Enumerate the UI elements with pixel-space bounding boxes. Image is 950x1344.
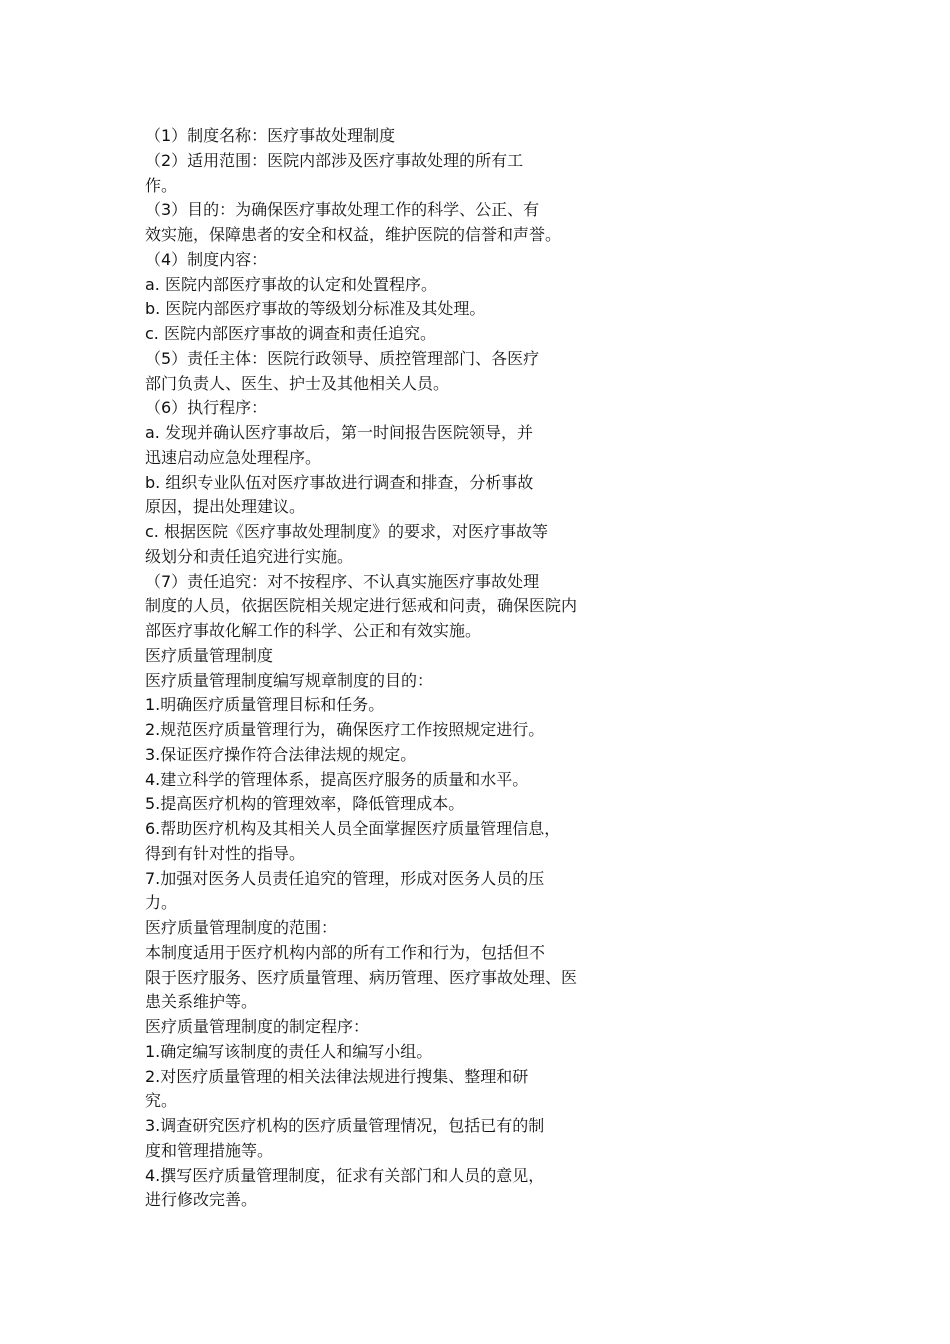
text-line: 2.对医疗质量管理的相关法律法规进行搜集、整理和研 bbox=[145, 1066, 529, 1086]
text-line: 制度的人员，依据医院相关规定进行惩戒和问责，确保医院内 bbox=[145, 596, 578, 616]
text-line: 原因，提出处理建议。 bbox=[145, 497, 306, 517]
text-line: 作。 bbox=[145, 175, 178, 195]
text-line: 力。 bbox=[145, 893, 178, 913]
text-line: （7）责任追究：对不按程序、不认真实施医疗事故处理 bbox=[145, 571, 540, 591]
text-line: 5.提高医疗机构的管理效率，降低管理成本。 bbox=[145, 794, 465, 814]
text-line: 医疗质量管理制度的制定程序： bbox=[145, 1017, 370, 1036]
text-line: c. 根据医院《医疗事故处理制度》的要求，对医疗事故等 bbox=[145, 522, 548, 541]
text-line: 级划分和责任追究进行实施。 bbox=[145, 546, 354, 566]
text-line: 医疗质量管理制度 bbox=[145, 645, 274, 665]
text-line: 进行修改完善。 bbox=[145, 1190, 258, 1210]
text-line: 4.撰写医疗质量管理制度，征求有关部门和人员的意见， bbox=[145, 1165, 545, 1185]
text-line: 6.帮助医疗机构及其相关人员全面掌握医疗质量管理信息， bbox=[145, 819, 561, 838]
text-line: a. 医院内部医疗事故的认定和处置程序。 bbox=[145, 274, 437, 294]
text-line: a. 发现并确认医疗事故后，第一时间报告医院领导，并 bbox=[145, 423, 533, 442]
text-line: 度和管理措施等。 bbox=[145, 1140, 274, 1160]
text-line: 患关系维护等。 bbox=[145, 992, 258, 1012]
text-line: 部门负责人、医生、护士及其他相关人员。 bbox=[145, 373, 450, 393]
text-line: 医疗质量管理制度编写规章制度的目的： bbox=[145, 670, 434, 690]
text-line: （6）执行程序： bbox=[145, 398, 268, 418]
document-body bbox=[145, 124, 675, 1213]
text-line: 得到有针对性的指导。 bbox=[145, 843, 306, 863]
text-line: 3.调查研究医疗机构的医疗质量管理情况，包括已有的制 bbox=[145, 1116, 545, 1135]
text-line: （1）制度名称：医疗事故处理制度 bbox=[145, 126, 396, 145]
text-line: 3.保证医疗操作符合法律法规的规定。 bbox=[145, 744, 417, 764]
text-line: 迅速启动应急处理程序。 bbox=[145, 447, 322, 467]
text-line: 究。 bbox=[145, 1091, 178, 1111]
text-line: c. 医院内部医疗事故的调查和责任追究。 bbox=[145, 324, 436, 343]
text-line: 2.规范医疗质量管理行为，确保医疗工作按照规定进行。 bbox=[145, 720, 545, 739]
text-line: b. 医院内部医疗事故的等级划分标准及其处理。 bbox=[145, 299, 486, 319]
text-line: 7.加强对医务人员责任追究的管理，形成对医务人员的压 bbox=[145, 868, 545, 888]
text-line: 医疗质量管理制度的范围： bbox=[145, 918, 338, 937]
text-line: 部医疗事故化解工作的科学、公正和有效实施。 bbox=[145, 621, 482, 640]
text-line: 效实施，保障患者的安全和权益，维护医院的信誉和声誉。 bbox=[145, 225, 562, 244]
text-line: （3）目的：为确保医疗事故处理工作的科学、公正、有 bbox=[145, 200, 540, 220]
text-line: 本制度适用于医疗机构内部的所有工作和行为，包括但不 bbox=[145, 942, 546, 962]
text-line: 1.明确医疗质量管理目标和任务。 bbox=[145, 695, 385, 715]
text-line: （2）适用范围：医院内部涉及医疗事故处理的所有工 bbox=[145, 150, 524, 170]
text-line: （4）制度内容： bbox=[145, 249, 268, 269]
text-line: （5）责任主体：医院行政领导、质控管理部门、各医疗 bbox=[145, 348, 540, 368]
text-line: b. 组织专业队伍对医疗事故进行调查和排查，分析事故 bbox=[145, 472, 534, 492]
text-line: 4.建立科学的管理体系，提高医疗服务的质量和水平。 bbox=[145, 769, 529, 789]
text-line: 限于医疗服务、医疗质量管理、病历管理、医疗事故处理、医 bbox=[145, 967, 578, 987]
text-line: 1.确定编写该制度的责任人和编写小组。 bbox=[145, 1041, 433, 1061]
